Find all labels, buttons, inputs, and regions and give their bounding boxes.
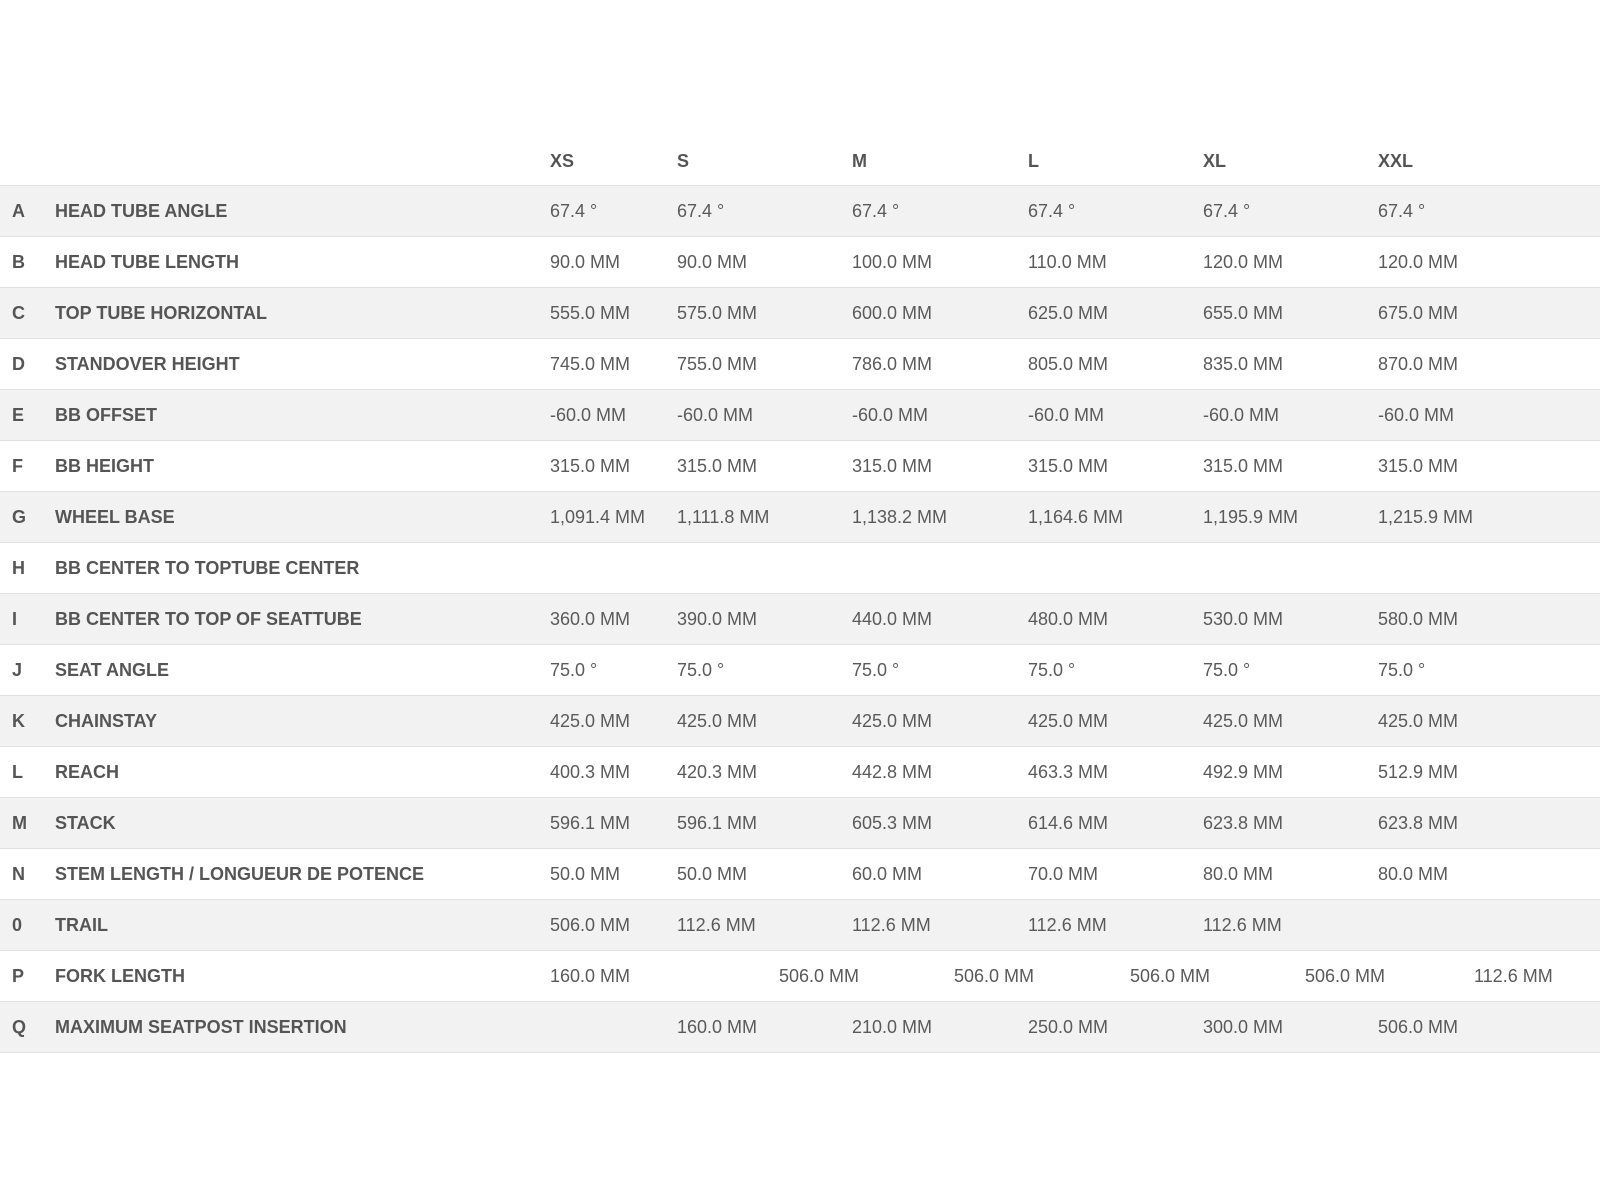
size-header-xxl: XXL (1378, 151, 1414, 171)
table-row (0, 696, 1600, 747)
table-cell-xxl: 580.0 MM (1378, 609, 1459, 629)
table-cell-m: 442.8 MM (852, 762, 933, 782)
table-row (0, 492, 1600, 543)
table-cell-l: 425.0 MM (1028, 711, 1109, 731)
table-cell-xxl: 675.0 MM (1378, 303, 1459, 323)
row-letter: P (12, 966, 25, 986)
row-measurement-name: STANDOVER HEIGHT (55, 354, 240, 374)
table-cell-m: 786.0 MM (852, 354, 933, 374)
row-measurement-name: CHAINSTAY (55, 711, 158, 731)
row-measurement-name: BB OFFSET (55, 405, 157, 425)
table-cell-s: 67.4 ° (677, 201, 725, 221)
table-cell-m: 67.4 ° (852, 201, 900, 221)
table-cell-xl: 120.0 MM (1203, 252, 1284, 272)
table-cell-xs: 1,091.4 MM (550, 507, 646, 527)
table-cell-l: 463.3 MM (1028, 762, 1109, 782)
table-cell-xl: 655.0 MM (1203, 303, 1284, 323)
table-cell-xxl: 80.0 MM (1378, 864, 1449, 884)
row-measurement-name: WHEEL BASE (55, 507, 175, 527)
table-cell-m: 315.0 MM (852, 456, 933, 476)
table-cell-xs: 360.0 MM (550, 609, 631, 629)
table-cell-m: -60.0 MM (852, 405, 929, 425)
table-row (0, 339, 1600, 390)
row-letter: A (12, 201, 25, 221)
table-row (0, 390, 1600, 441)
table-cell-s: 1,111.8 MM (677, 507, 770, 527)
table-cell-l: 67.4 ° (1028, 201, 1076, 221)
table-cell-m: 100.0 MM (852, 252, 933, 272)
table-cell-xl: 623.8 MM (1203, 813, 1284, 833)
table-row (0, 237, 1600, 288)
row-letter: L (12, 762, 23, 782)
row-measurement-name: STACK (55, 813, 116, 833)
table-cell-xs: 50.0 MM (550, 864, 621, 884)
table-cell-s: 160.0 MM (677, 1017, 758, 1037)
table-cell-xl: 530.0 MM (1203, 609, 1284, 629)
table-cell-l: 315.0 MM (1028, 456, 1109, 476)
table-cell-xl: 67.4 ° (1203, 201, 1251, 221)
table-cell-xs: 400.3 MM (550, 762, 631, 782)
table-cell-xs: 596.1 MM (550, 813, 631, 833)
table-row (0, 900, 1600, 951)
table-cell-xs: 67.4 ° (550, 201, 598, 221)
table-cell-l: 805.0 MM (1028, 354, 1109, 374)
row-measurement-name: TRAIL (55, 915, 108, 935)
table-cell-xxl: 506.0 MM (1378, 1017, 1459, 1037)
row-letter: 0 (12, 915, 23, 935)
table-row (0, 849, 1600, 900)
table-cell-xs: 745.0 MM (550, 354, 631, 374)
row-letter: C (12, 303, 25, 323)
table-row (0, 747, 1600, 798)
table-cell-l: -60.0 MM (1028, 405, 1105, 425)
table-cell-l: 625.0 MM (1028, 303, 1109, 323)
table-body (0, 186, 1600, 1053)
row-letter: I (12, 609, 18, 629)
table-row (0, 951, 1600, 1002)
table-cell-l: 506.0 MM (1130, 966, 1211, 986)
table-cell-xxl: 315.0 MM (1378, 456, 1459, 476)
table-cell-xl: 835.0 MM (1203, 354, 1284, 374)
table-cell-xs: -60.0 MM (550, 405, 627, 425)
table-cell-s: -60.0 MM (677, 405, 754, 425)
table-cell-m: 60.0 MM (852, 864, 923, 884)
row-letter: H (12, 558, 25, 578)
table-row (0, 1002, 1600, 1053)
row-measurement-name: SEAT ANGLE (55, 660, 170, 680)
table-cell-xxl: 425.0 MM (1378, 711, 1459, 731)
row-letter: N (12, 864, 25, 884)
table-cell-m: 605.3 MM (852, 813, 933, 833)
table-cell-xl: 1,195.9 MM (1203, 507, 1299, 527)
size-header-l: L (1028, 151, 1039, 171)
size-header-xl: XL (1203, 151, 1227, 171)
size-header-s: S (677, 151, 690, 171)
table-row (0, 441, 1600, 492)
table-cell-s: 90.0 MM (677, 252, 748, 272)
row-measurement-name: FORK LENGTH (55, 966, 185, 986)
table-cell-xxl: 1,215.9 MM (1378, 507, 1474, 527)
table-cell-xxl: 120.0 MM (1378, 252, 1459, 272)
table-cell-l: 75.0 ° (1028, 660, 1076, 680)
table-cell-s: 112.6 MM (677, 915, 756, 935)
table-cell-m: 600.0 MM (852, 303, 933, 323)
table-cell-m: 210.0 MM (852, 1017, 933, 1037)
table-cell-s: 420.3 MM (677, 762, 758, 782)
table-cell-s: 575.0 MM (677, 303, 758, 323)
row-measurement-name: BB CENTER TO TOP OF SEATTUBE (55, 609, 362, 629)
table-cell-xxl: 623.8 MM (1378, 813, 1459, 833)
table-cell-s: 390.0 MM (677, 609, 758, 629)
table-cell-m: 112.6 MM (852, 915, 931, 935)
row-letter: E (12, 405, 25, 425)
row-letter: F (12, 456, 23, 476)
table-cell-m: 425.0 MM (852, 711, 933, 731)
row-letter: B (12, 252, 25, 272)
table-cell-xxl: -60.0 MM (1378, 405, 1455, 425)
row-letter: G (12, 507, 27, 527)
table-cell-m: 440.0 MM (852, 609, 933, 629)
table-row (0, 798, 1600, 849)
row-measurement-name: REACH (55, 762, 120, 782)
table-cell-xl: 75.0 ° (1203, 660, 1251, 680)
size-header-xs: XS (550, 151, 575, 171)
table-cell-xs: 75.0 ° (550, 660, 598, 680)
table-cell-s: 506.0 MM (779, 966, 860, 986)
table-header-row (0, 135, 1600, 186)
size-header-m: M (852, 151, 867, 171)
table-cell-l: 70.0 MM (1028, 864, 1099, 884)
table-cell-s: 596.1 MM (677, 813, 758, 833)
table-cell-l: 614.6 MM (1028, 813, 1109, 833)
table-cell-s: 425.0 MM (677, 711, 758, 731)
table-cell-xs: 160.0 MM (550, 966, 631, 986)
table-cell-xl: 300.0 MM (1203, 1017, 1284, 1037)
table-cell-xxl: 870.0 MM (1378, 354, 1459, 374)
table-cell-xl: 425.0 MM (1203, 711, 1284, 731)
row-measurement-name: BB CENTER TO TOPTUBE CENTER (55, 558, 360, 578)
row-letter: K (12, 711, 25, 731)
table-row (0, 543, 1600, 594)
row-letter: M (12, 813, 27, 833)
row-measurement-name: TOP TUBE HORIZONTAL (55, 303, 268, 323)
geometry-table (0, 135, 1600, 1053)
table-cell-m: 1,138.2 MM (852, 507, 948, 527)
row-letter: Q (12, 1017, 27, 1037)
table-cell-s: 315.0 MM (677, 456, 758, 476)
table-cell-xxl: 67.4 ° (1378, 201, 1426, 221)
table-row (0, 186, 1600, 237)
table-cell-xxl: 112.6 MM (1474, 966, 1553, 986)
table-cell-l: 1,164.6 MM (1028, 507, 1124, 527)
table-cell-xl: 112.6 MM (1203, 915, 1282, 935)
table-cell-xs: 315.0 MM (550, 456, 631, 476)
table-cell-xs: 506.0 MM (550, 915, 631, 935)
table-cell-xl: 506.0 MM (1305, 966, 1386, 986)
row-measurement-name: HEAD TUBE LENGTH (55, 252, 239, 272)
table-cell-s: 75.0 ° (677, 660, 725, 680)
row-measurement-name: MAXIMUM SEATPOST INSERTION (55, 1017, 347, 1037)
table-cell-l: 112.6 MM (1028, 915, 1107, 935)
table-cell-xl: -60.0 MM (1203, 405, 1280, 425)
table-cell-xl: 80.0 MM (1203, 864, 1274, 884)
row-measurement-name: STEM LENGTH / LONGUEUR DE POTENCE (55, 864, 425, 884)
table-cell-xs: 425.0 MM (550, 711, 631, 731)
table-cell-s: 755.0 MM (677, 354, 758, 374)
table-row (0, 645, 1600, 696)
table-cell-l: 480.0 MM (1028, 609, 1109, 629)
row-letter: D (12, 354, 25, 374)
table-cell-xxl: 512.9 MM (1378, 762, 1459, 782)
table-row (0, 594, 1600, 645)
table-cell-l: 110.0 MM (1028, 252, 1107, 272)
table-cell-xl: 492.9 MM (1203, 762, 1284, 782)
table-cell-xs: 555.0 MM (550, 303, 631, 323)
row-measurement-name: BB HEIGHT (55, 456, 154, 476)
table-cell-xxl: 75.0 ° (1378, 660, 1426, 680)
table-cell-m: 75.0 ° (852, 660, 900, 680)
row-measurement-name: HEAD TUBE ANGLE (55, 201, 228, 221)
table-cell-l: 250.0 MM (1028, 1017, 1109, 1037)
table-cell-m: 506.0 MM (954, 966, 1035, 986)
table-cell-xs: 90.0 MM (550, 252, 621, 272)
table-row (0, 288, 1600, 339)
table-cell-s: 50.0 MM (677, 864, 748, 884)
table-cell-xl: 315.0 MM (1203, 456, 1284, 476)
row-letter: J (12, 660, 23, 680)
